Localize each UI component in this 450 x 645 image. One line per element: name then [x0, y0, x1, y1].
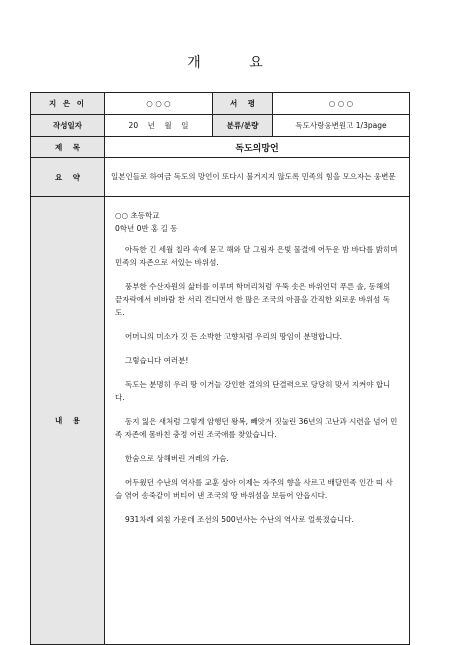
outline-form-table — [30, 92, 410, 645]
speech-paragraph: 한숨으로 상해버린 겨레의 가슴. — [125, 454, 229, 463]
speech-paragraph: 아득한 긴 세월 칠라 속에 묻고 해와 달 그림자 은빛 물결에 어두운 밤 바다를 밝히며 민족의 자존으로 서있는 바위섬. — [115, 245, 398, 267]
content-label: 내 용 — [31, 197, 105, 645]
row-author — [31, 93, 410, 115]
speech-paragraph: 어머니의 미소가 깃 든 소박한 고향처럼 우리의 땅임이 분명합니다. — [125, 332, 343, 341]
row-date — [31, 115, 410, 137]
author-value: ○ ○ ○ — [105, 93, 213, 115]
author-school-line: ○○ 초등학교 — [115, 211, 160, 220]
speech-paragraph: 그렇습니다 여러분! — [125, 356, 189, 365]
editor-value: ○ ○ ○ — [273, 93, 410, 115]
category-value: 독도사랑웅변원고 1/3page — [273, 115, 410, 137]
row-subject — [31, 137, 410, 158]
speech-paragraph: 독도는 분명히 우리 땅 이거늘 강인한 결의의 단결력으로 당당히 맞서 지켜야 합니다. — [115, 380, 391, 402]
speech-paragraph: 어두웠던 수난의 역사를 교훈 삼아 이제는 자주의 향을 사르고 배달민족 인간 띠 사슬 엮어 송죽같이 버티어 낸 조국의 땅 바위섬을 보듬어 안읍시다. — [115, 478, 393, 500]
author-label: 지 은 이 — [31, 93, 105, 115]
subject-label: 제 목 — [31, 137, 105, 158]
summary-value: 일본인들로 하여금 독도의 망언이 또다시 불거지지 않도록 민족의 힘을 모으자는 웅변문 — [105, 158, 410, 197]
speech-paragraph: 931차례 외침 가운데 조선의 500년사는 수난의 역사로 얼룩졌습니다. — [125, 515, 354, 524]
author-class-line: 0학년 0반 홍 길 동 — [115, 224, 178, 233]
content-body — [105, 197, 410, 645]
row-content — [31, 197, 410, 645]
editor-label: 서 평 — [213, 93, 273, 115]
page-title: 개 요 — [187, 55, 285, 71]
date-label: 작성일자 — [31, 115, 105, 137]
date-value: 20 년 월 일 — [105, 115, 213, 137]
speech-paragraph: 동지 잃은 새처럼 그렇게 암행던 왕복, 빼앗겨 짓눌린 36년의 고난과 시련을 넘어 민족 자존에 몸바친 충정 어린 조국애를 찾았습니다. — [115, 417, 398, 439]
summary-label: 요 약 — [31, 158, 105, 197]
category-label: 분류/분량 — [213, 115, 273, 137]
subject-value: 독도의망언 — [105, 137, 410, 158]
row-summary — [31, 158, 410, 197]
speech-paragraph: 풍부한 수산자원의 삶터를 이루며 학머리처럼 우뚝 솟은 바위언덕 푸른 솔, 동해의 끝자락에서 비바람 찬 서리 견디면서 한 많은 조국의 아픔을 간직한 외로운 바위섬 독도. — [115, 282, 391, 317]
